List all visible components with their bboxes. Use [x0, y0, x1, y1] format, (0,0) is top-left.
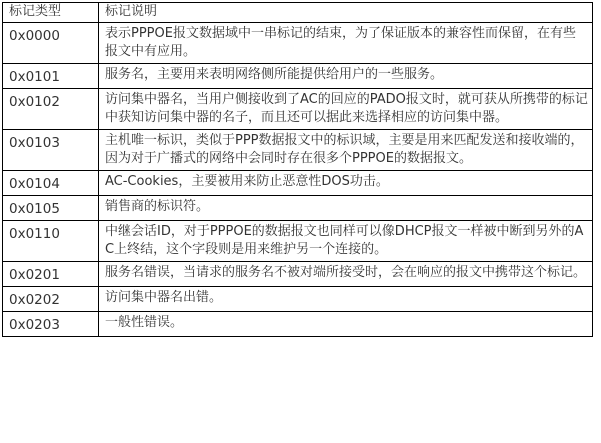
tag-description: 服务名错误，当请求的服务名不被对端所接受时，会在响应的报文中携带这个标记。 — [99, 262, 593, 287]
table-row — [3, 196, 593, 221]
tag-description: 销售商的标识符。 — [99, 196, 593, 221]
tag-code: 0x0201 — [3, 262, 99, 287]
table-row — [3, 64, 593, 89]
tag-description: 服务名，主要用来表明网络侧所能提供给用户的一些服务。 — [99, 64, 593, 89]
tag-code: 0x0110 — [3, 221, 99, 262]
table-row — [3, 171, 593, 196]
table-row — [3, 89, 593, 130]
tag-description: 中继会话ID，对于PPPOE的数据报文也同样可以像DHCP报文一样被中断到另外的AC上终结，这个字段则是用来维护另一个连接的。 — [99, 221, 593, 262]
table-row — [3, 262, 593, 287]
tag-code: 0x0104 — [3, 171, 99, 196]
table-row — [3, 23, 593, 64]
tag-description: 表示PPPOE报文数据域中一串标记的结束，为了保证版本的兼容性而保留，在有些报文中有应用。 — [99, 23, 593, 64]
table-row — [3, 130, 593, 171]
tag-code: 0x0102 — [3, 89, 99, 130]
tag-code: 0x0105 — [3, 196, 99, 221]
tag-description: 一般性错误。 — [99, 312, 593, 337]
table-row — [3, 221, 593, 262]
tag-description: 主机唯一标识，类似于PPP数据报文中的标识域，主要是用来匹配发送和接收端的，因为对于广播式的网络中会同时存在很多个PPPOE的数据报文。 — [99, 130, 593, 171]
table-header-row — [3, 3, 593, 23]
header-tag-type: 标记类型 — [3, 3, 99, 23]
tag-code: 0x0000 — [3, 23, 99, 64]
table-row — [3, 287, 593, 312]
tag-code: 0x0203 — [3, 312, 99, 337]
tag-description: AC-Cookies，主要被用来防止恶意性DOS功击。 — [99, 171, 593, 196]
tag-code: 0x0202 — [3, 287, 99, 312]
table-row — [3, 312, 593, 337]
tag-type-table — [2, 2, 593, 337]
tag-code: 0x0101 — [3, 64, 99, 89]
tag-description: 访问集中器名，当用户侧接收到了AC的回应的PADO报文时，就可获从所携带的标记中获知访问集中器的名子，而且还可以据此来选择相应的访问集中器。 — [99, 89, 593, 130]
tag-description: 访问集中器名出错。 — [99, 287, 593, 312]
tag-code: 0x0103 — [3, 130, 99, 171]
header-tag-description: 标记说明 — [99, 3, 593, 23]
